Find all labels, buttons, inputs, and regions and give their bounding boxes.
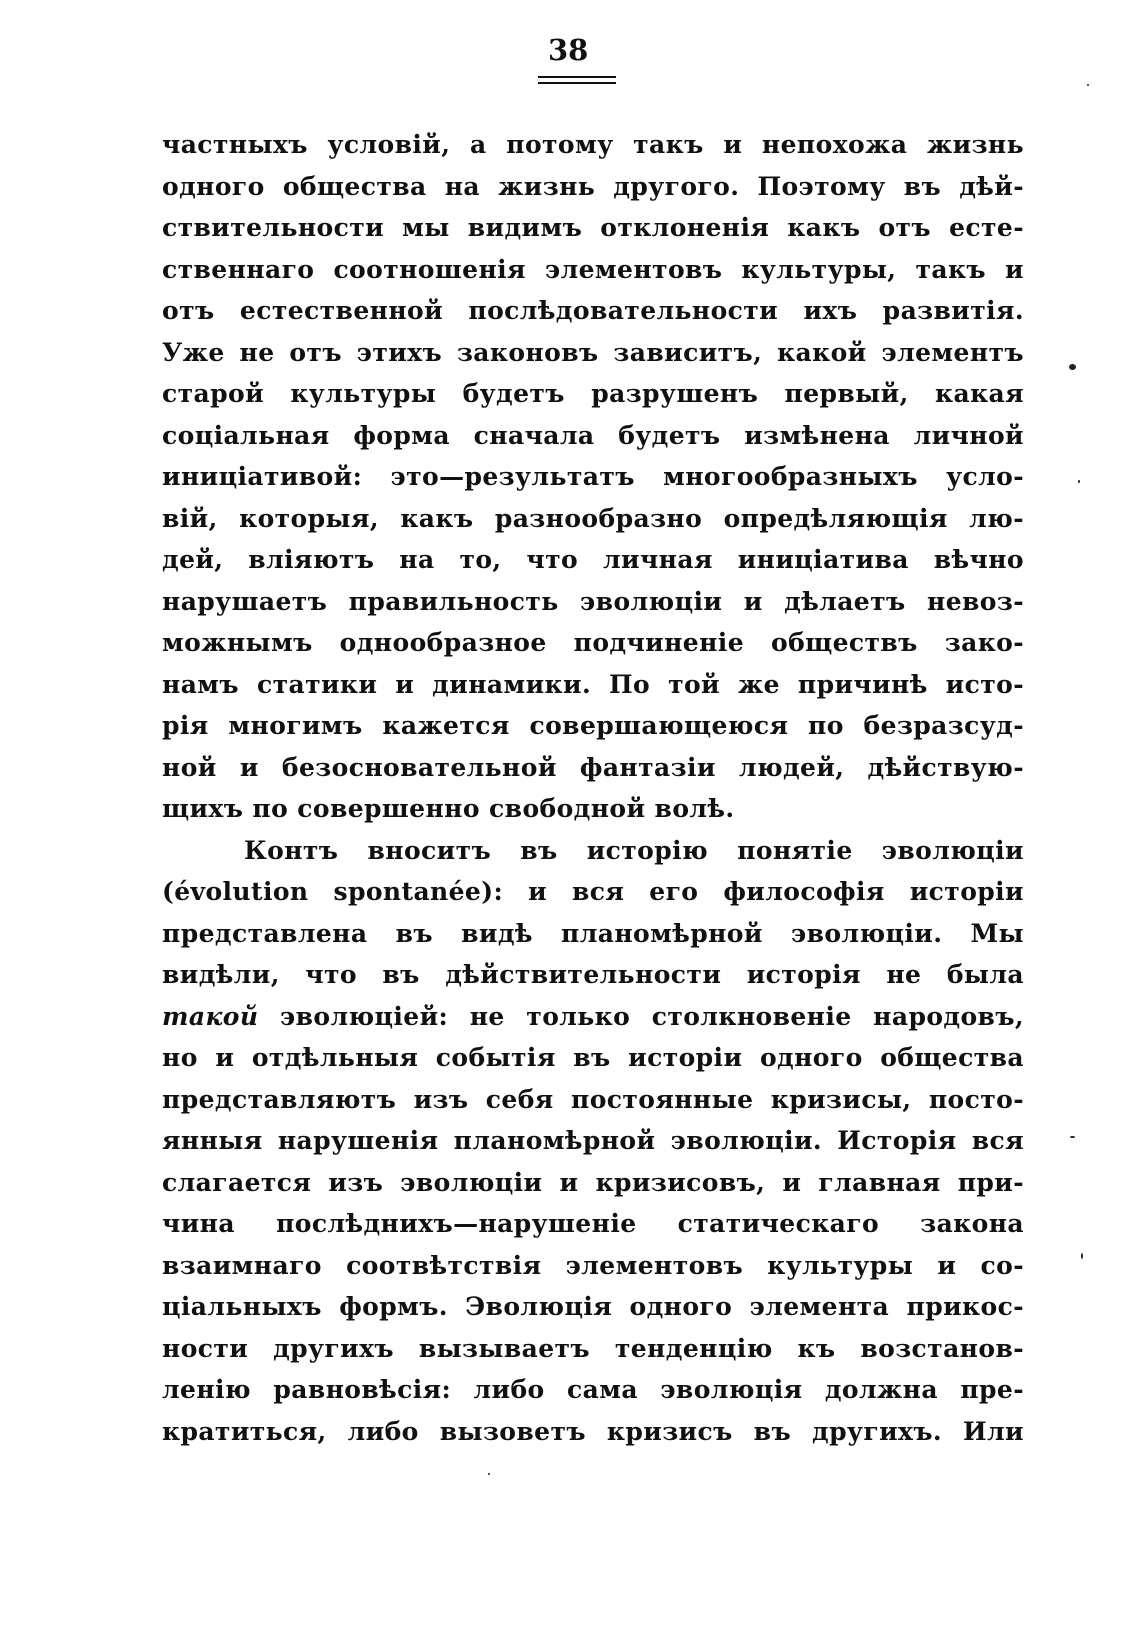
text-line: можнымъ однообразное подчиненіе обществъ зако-	[162, 628, 1024, 657]
text-line: намъ статики и динамики. По той же причинѣ исто-	[162, 669, 1024, 699]
emphasis-word: такой	[162, 1001, 259, 1031]
text-line: вій, которыя, какъ разнообразно опредѣляющія лю-	[162, 503, 1024, 533]
page-number-rule-bottom	[538, 82, 616, 84]
text-line: нарушаетъ правильность эволюціи и дѣлаетъ невоз-	[162, 586, 1024, 616]
text-line	[162, 996, 1024, 1038]
scan-speck	[1070, 1136, 1075, 1138]
text-line: рія многимъ кажется совершающеюся по безразсуд-	[162, 711, 1024, 740]
scan-speck	[1081, 1253, 1083, 1259]
text-line: Уже не отъ этихъ законовъ зависитъ, какой элементъ	[162, 337, 1024, 367]
text-run: эволюціей: не только столкновеніе народовъ,	[258, 1001, 1024, 1031]
text-line: иниціативой: это—результатъ многообразныхъ усло-	[162, 462, 1024, 491]
text-line: (évolution spontanée): и вся его философія исторіи	[162, 877, 1024, 906]
text-line: ности другихъ вызываетъ тенденцію къ возстанов-	[162, 1333, 1024, 1363]
scan-speck	[1069, 364, 1076, 370]
text-line: Контъ вноситъ въ исторію понятіе эволюціи	[244, 835, 1024, 865]
text-line: дей, вліяютъ на то, что личная иниціатива вѣчно	[162, 545, 1024, 574]
text-line: одного общества на жизнь другого. Поэтому въ дѣй-	[162, 171, 1024, 201]
text-line: янныя нарушенія планомѣрной эволюціи. Исторія вся	[162, 1126, 1024, 1155]
scan-speck	[1078, 480, 1080, 483]
body-text	[162, 124, 1024, 1452]
text-line: чина послѣднихъ—нарушеніе статическаго закона	[162, 1209, 1024, 1238]
text-line: представляютъ изъ себя постоянные кризисы, посто-	[162, 1084, 1024, 1114]
text-line: ціальныхъ формъ. Эволюція одного элемента прикос-	[162, 1292, 1024, 1321]
scan-speck	[1087, 84, 1089, 86]
text-line: слагается изъ эволюціи и кризисовъ, и главная при-	[162, 1167, 1024, 1197]
text-line: частныхъ условій, а потому такъ и непохожа жизнь	[162, 130, 1024, 159]
text-line: соціальная форма сначала будетъ измѣнена личной	[162, 420, 1024, 450]
text-line: ленію равновѣсія: либо сама эволюція должна пре-	[162, 1375, 1024, 1404]
text-line: кратиться, либо вызоветъ кризисъ въ другихъ. Или	[162, 1416, 1024, 1446]
text-line: ной и безосновательной фантазіи людей, дѣйствую-	[162, 752, 1024, 782]
text-line: взаимнаго соотвѣтствія элементовъ культуры и со-	[162, 1250, 1024, 1280]
text-line: ственнаго соотношенія элементовъ культуры, такъ и	[162, 254, 1024, 284]
paragraph-2	[162, 830, 1024, 1453]
paragraph-1	[162, 124, 1024, 830]
scan-speck	[488, 1473, 490, 1475]
text-line: видѣли, что въ дѣйствительности исторія не была	[162, 960, 1024, 989]
text-line: отъ естественной послѣдовательности ихъ развитія.	[162, 296, 1024, 325]
text-line: старой культуры будетъ разрушенъ первый, какая	[162, 379, 1024, 408]
text-line: щихъ по совершенно свободной волѣ.	[162, 794, 735, 823]
text-line: представлена въ видѣ планомѣрной эволюціи. Мы	[162, 918, 1024, 948]
page-number: 38	[548, 33, 589, 67]
text-line: ствительности мы видимъ отклоненія какъ отъ есте-	[162, 213, 1024, 242]
page-number-rule-top	[538, 76, 616, 78]
text-line: но и отдѣльныя событія въ исторіи одного общества	[162, 1043, 1024, 1072]
